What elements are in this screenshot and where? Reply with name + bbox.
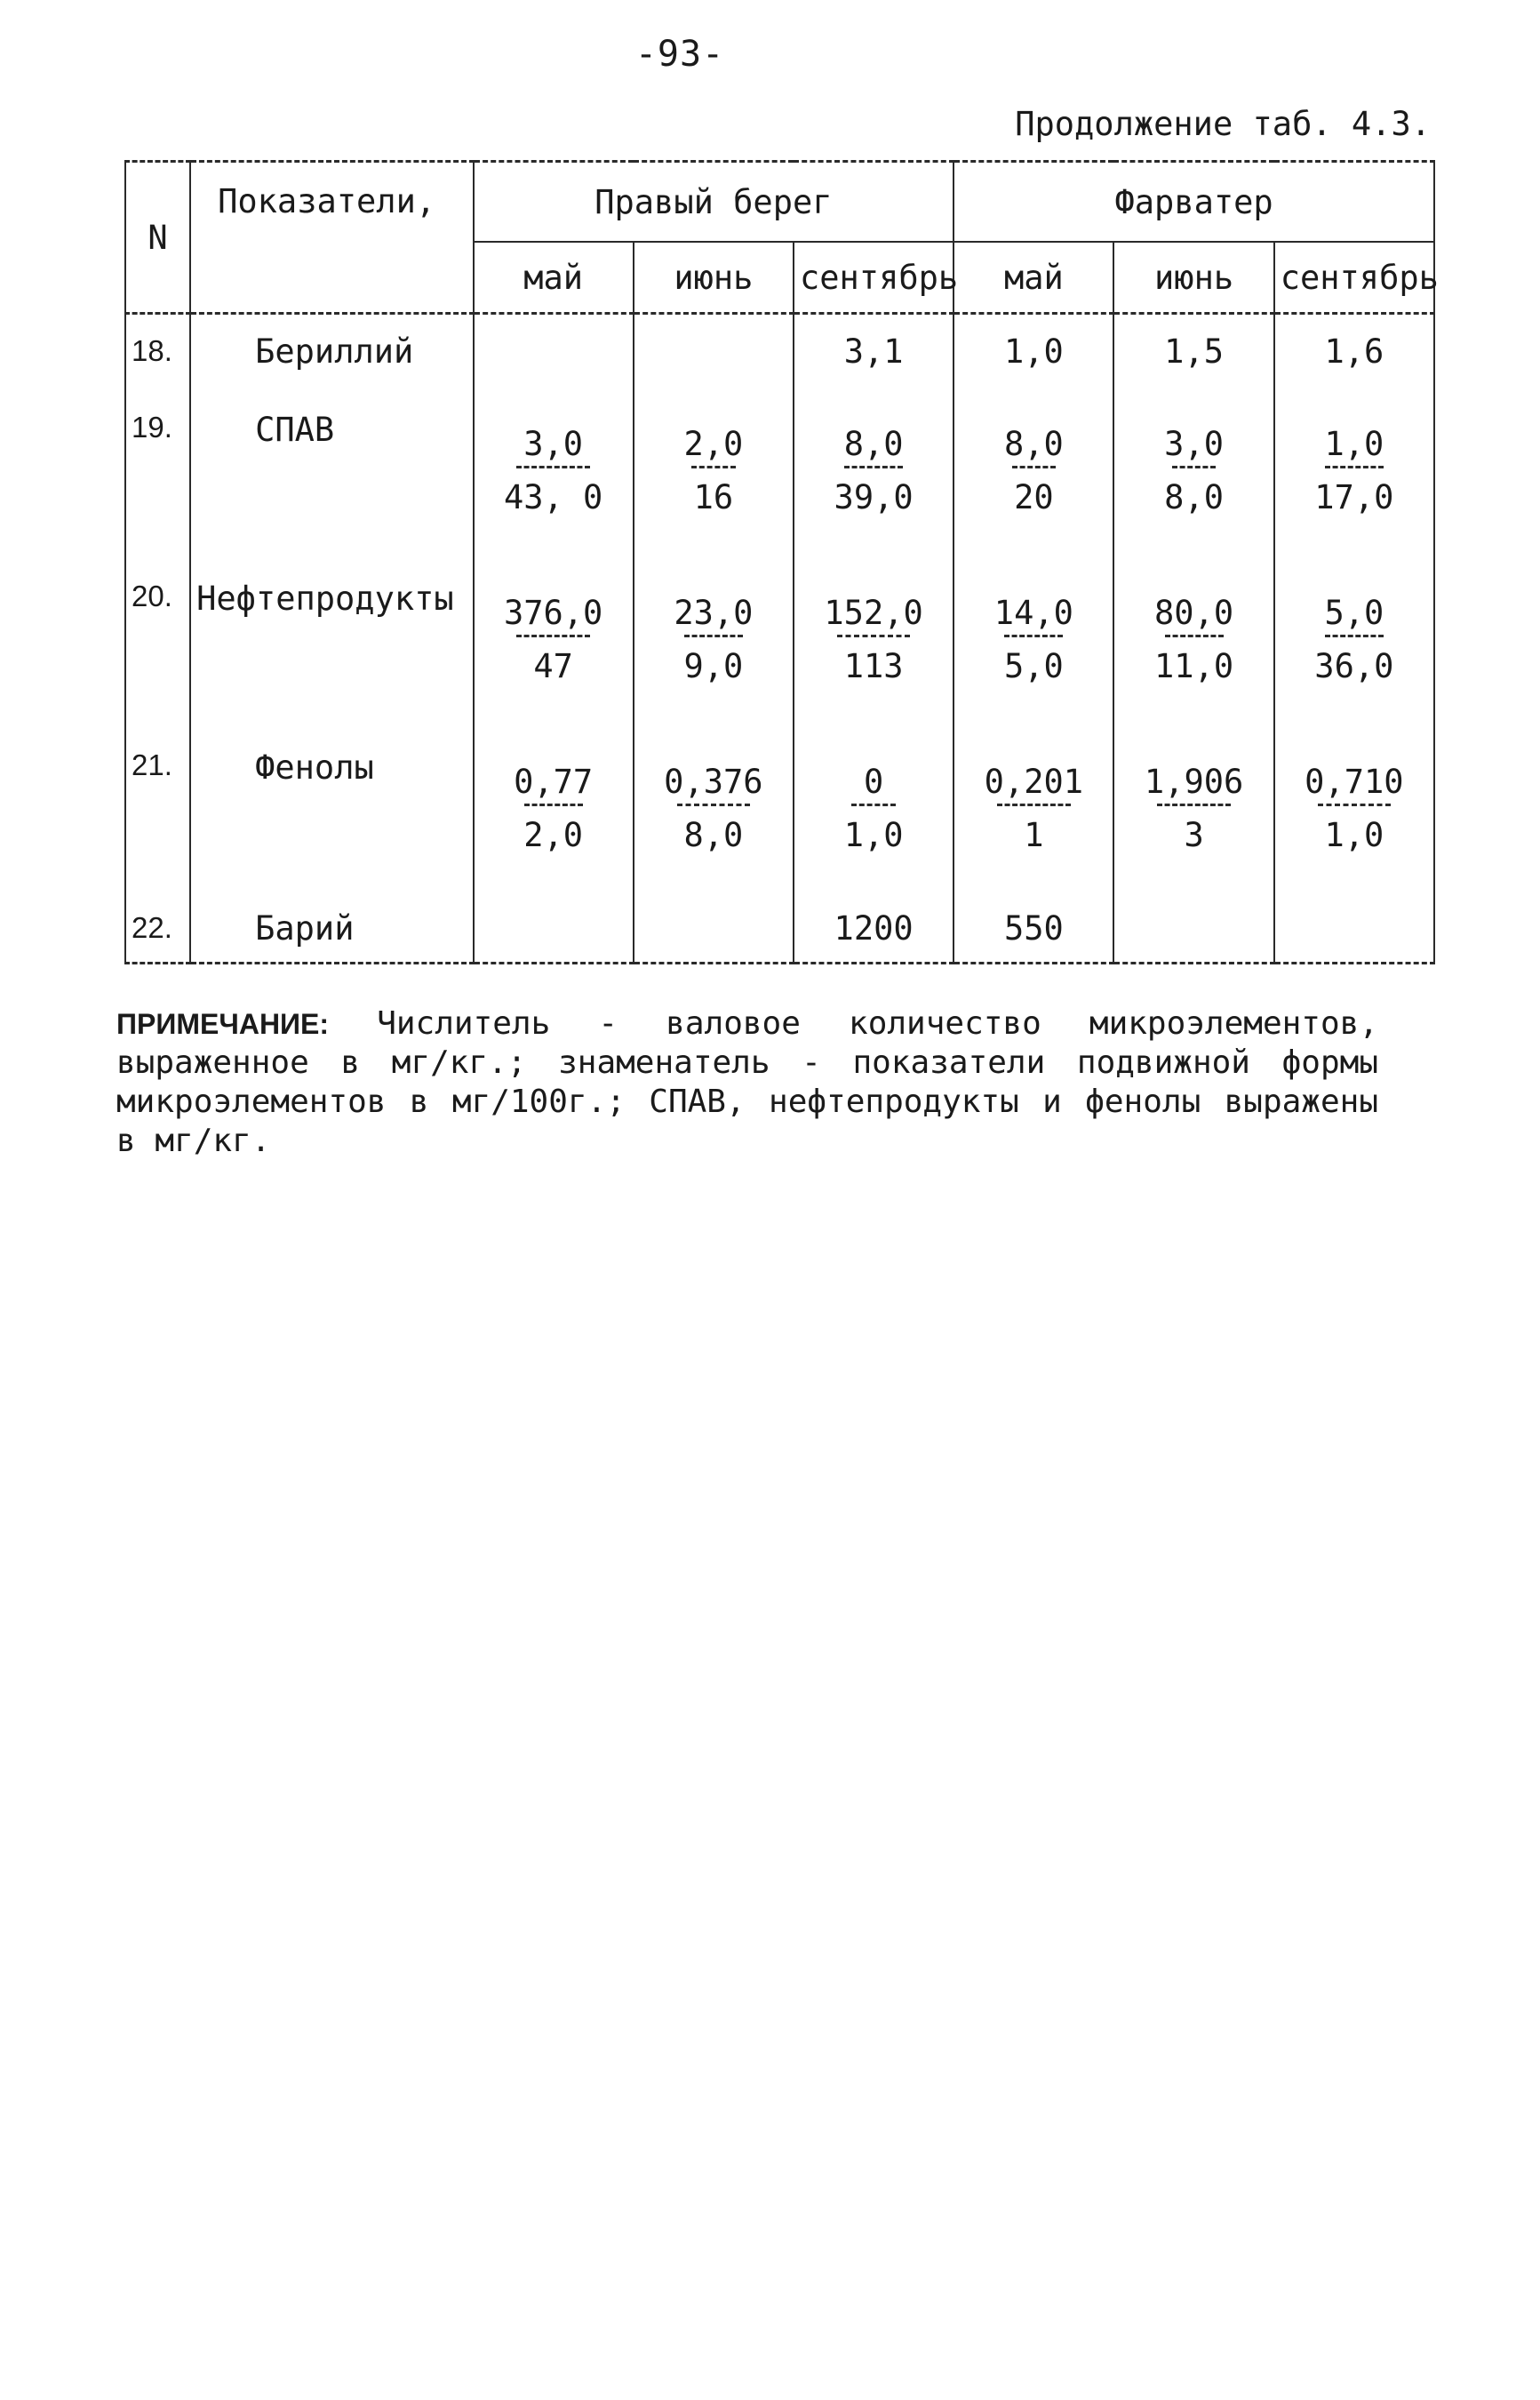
numerator: 3,0	[523, 425, 584, 463]
numerator: 0	[863, 763, 884, 801]
value-cell	[1274, 556, 1434, 725]
numerator: 8,0	[843, 425, 904, 463]
denominator: 1	[1024, 816, 1044, 854]
data-table-container	[124, 160, 1439, 964]
fraction-divider	[691, 466, 735, 468]
denominator: 20	[1014, 478, 1054, 516]
fraction	[514, 765, 593, 852]
indicator-name: Нефтепродукты	[190, 556, 473, 725]
row-number: 19.	[125, 388, 190, 556]
value-cell	[954, 725, 1113, 894]
fraction	[664, 765, 762, 852]
denominator: 9,0	[683, 647, 744, 685]
value-cell	[634, 314, 794, 388]
header-right-bank: Правый берег	[474, 162, 954, 243]
fraction	[1003, 425, 1064, 516]
table-caption: Продолжение таб. 4.3.	[1015, 105, 1431, 143]
value-cell	[474, 894, 634, 964]
page-number: -93-	[634, 34, 725, 75]
fraction-divider	[524, 804, 583, 806]
numerator: 5,0	[1324, 594, 1384, 632]
value-cell	[1113, 388, 1273, 556]
fraction-divider	[684, 635, 743, 637]
fraction	[985, 765, 1083, 852]
fraction-divider	[1318, 804, 1391, 806]
numerator: 8,0	[1003, 425, 1064, 463]
numerator: 376,0	[503, 594, 603, 632]
header-month: май	[954, 242, 1113, 314]
fraction	[1164, 425, 1224, 516]
header-month: май	[474, 242, 634, 314]
fraction	[1154, 596, 1233, 683]
fraction-divider	[844, 466, 903, 468]
value-cell: 1,0	[954, 314, 1113, 388]
value-cell	[1113, 725, 1273, 894]
fraction-divider	[997, 804, 1070, 806]
value-cell: 1200	[794, 894, 954, 964]
fraction	[1314, 425, 1394, 516]
value-cell	[634, 894, 794, 964]
value-cell	[1274, 388, 1434, 556]
value-cell	[1113, 556, 1273, 725]
table-row	[125, 388, 1434, 556]
denominator: 36,0	[1314, 647, 1394, 685]
fraction	[844, 765, 904, 852]
fraction-divider	[516, 635, 589, 637]
denominator: 11,0	[1154, 647, 1234, 685]
fraction-divider	[677, 804, 750, 806]
value-cell: 550	[954, 894, 1113, 964]
indicator-name: Бериллий	[190, 314, 473, 388]
numerator: 2,0	[683, 425, 744, 463]
fraction	[683, 425, 744, 516]
indicator-name: Барий	[190, 894, 473, 964]
value-cell: 1,5	[1113, 314, 1273, 388]
fraction	[1305, 765, 1403, 852]
table-row	[125, 894, 1434, 964]
row-number: 20.	[125, 556, 190, 725]
numerator: 1,906	[1144, 763, 1244, 801]
denominator: 39,0	[834, 478, 914, 516]
denominator: 113	[843, 647, 904, 685]
fraction	[503, 425, 603, 516]
value-cell	[794, 725, 954, 894]
header-month: сентябрь	[794, 242, 954, 314]
numerator: 3,0	[1164, 425, 1224, 463]
denominator: 2,0	[523, 816, 584, 854]
value-cell	[634, 388, 794, 556]
denominator: 1,0	[843, 816, 904, 854]
table-row	[125, 725, 1434, 894]
numerator: 14,0	[993, 594, 1073, 632]
footnote	[116, 1004, 1378, 1161]
header-n: N	[125, 162, 190, 314]
numerator: 0,376	[664, 763, 763, 801]
numerator: 152,0	[824, 594, 923, 632]
value-cell	[954, 388, 1113, 556]
denominator: 1,0	[1324, 816, 1384, 854]
row-number: 18.	[125, 314, 190, 388]
table-row	[125, 314, 1434, 388]
value-cell	[794, 388, 954, 556]
numerator: 80,0	[1154, 594, 1234, 632]
fraction-divider	[1012, 466, 1056, 468]
header-month: июнь	[1113, 242, 1273, 314]
fraction	[994, 596, 1073, 683]
fraction-divider	[837, 635, 910, 637]
header-indicator: Показатели,	[190, 162, 473, 314]
indicator-name: СПАВ	[190, 388, 473, 556]
fraction-divider	[851, 804, 895, 806]
denominator: 17,0	[1314, 478, 1394, 516]
fraction-divider	[1004, 635, 1063, 637]
value-cell	[634, 725, 794, 894]
value-cell	[474, 388, 634, 556]
value-cell	[1113, 894, 1273, 964]
footnote-label: ПРИМЕЧАНИЕ:	[116, 1008, 330, 1040]
indicator-name: Фенолы	[190, 725, 473, 894]
numerator: 23,0	[674, 594, 754, 632]
value-cell	[474, 556, 634, 725]
numerator: 1,0	[1324, 425, 1384, 463]
fraction-divider	[1325, 466, 1384, 468]
fraction	[824, 596, 922, 683]
row-number: 21.	[125, 725, 190, 894]
value-cell	[474, 314, 634, 388]
fraction-divider	[1325, 635, 1384, 637]
data-table	[124, 160, 1439, 964]
value-cell	[1274, 725, 1434, 894]
denominator: 5,0	[1003, 647, 1064, 685]
denominator: 8,0	[1164, 478, 1224, 516]
value-cell	[1274, 894, 1434, 964]
fraction-divider	[1165, 635, 1224, 637]
fraction	[674, 596, 753, 683]
fraction-divider	[1172, 466, 1216, 468]
denominator: 47	[533, 647, 573, 685]
value-cell: 1,6	[1274, 314, 1434, 388]
value-cell	[634, 556, 794, 725]
denominator: 3	[1184, 816, 1204, 854]
denominator: 16	[693, 478, 734, 516]
fraction	[1145, 765, 1243, 852]
denominator: 8,0	[683, 816, 744, 854]
fraction	[1314, 596, 1393, 683]
numerator: 0,77	[514, 763, 594, 801]
footnote-text: Числитель - валовое количество микроэлементов, выраженное в мг/кг.; знаменатель - показатели подвижной формы микроэлементов в мг/100г.; СПАВ, нефтепродукты и фенолы выражены в мг/кг.	[116, 1005, 1378, 1159]
header-fairway: Фарватер	[954, 162, 1434, 243]
row-number: 22.	[125, 894, 190, 964]
fraction-divider	[516, 466, 589, 468]
fraction	[834, 425, 914, 516]
numerator: 0,201	[984, 763, 1084, 801]
header-month: сентябрь	[1274, 242, 1434, 314]
value-cell	[794, 556, 954, 725]
header-month: июнь	[634, 242, 794, 314]
numerator: 0,710	[1305, 763, 1404, 801]
value-cell	[474, 725, 634, 894]
fraction	[504, 596, 602, 683]
value-cell: 3,1	[794, 314, 954, 388]
fraction-divider	[1157, 804, 1230, 806]
denominator: 43, 0	[503, 478, 603, 516]
table-row	[125, 556, 1434, 725]
value-cell	[954, 556, 1113, 725]
